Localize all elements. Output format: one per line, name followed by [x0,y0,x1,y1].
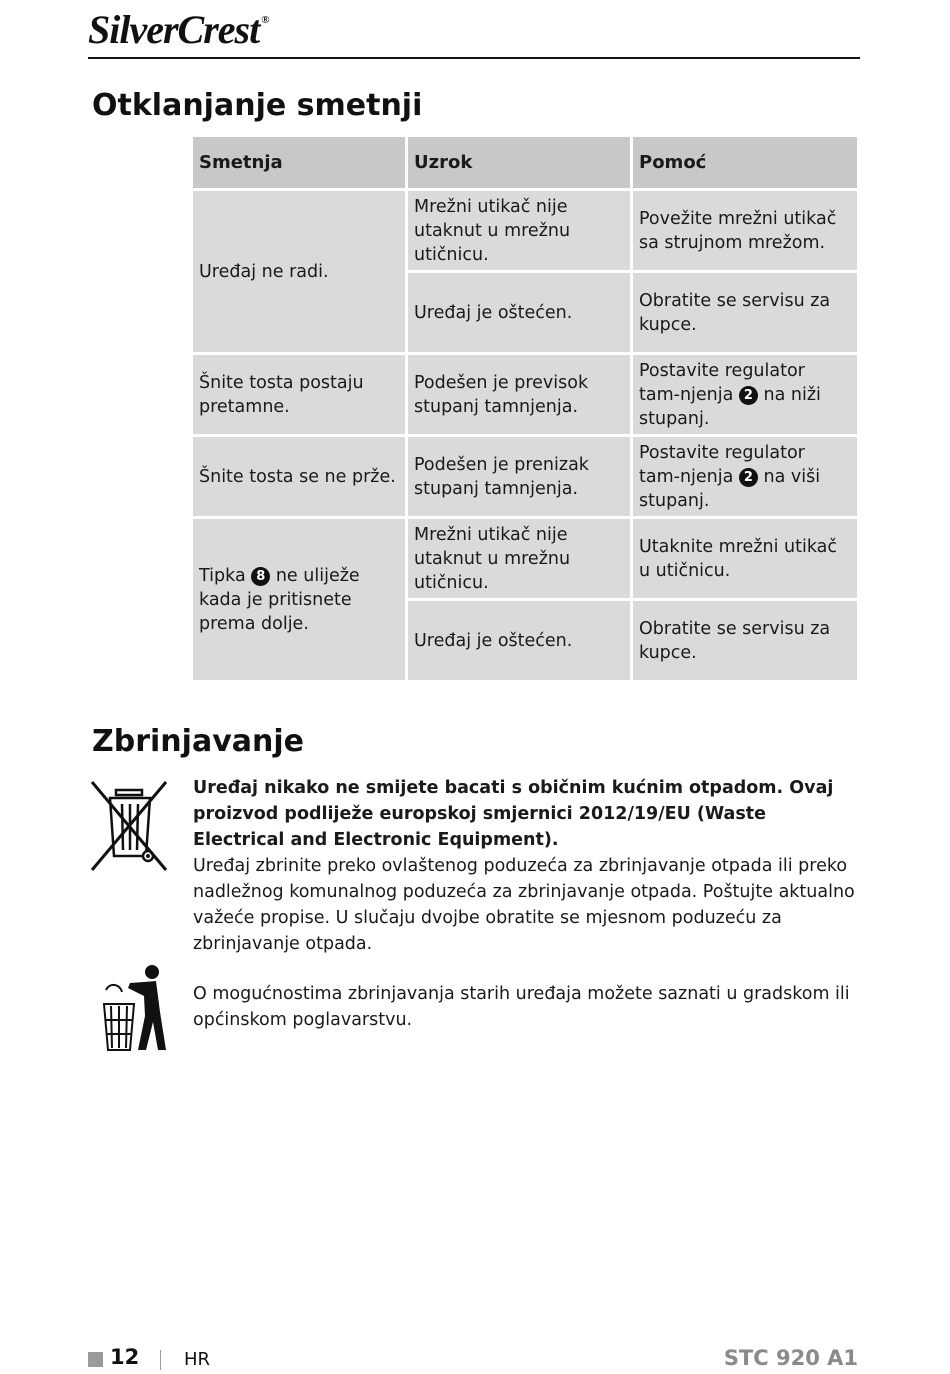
problem-cell: Šnite tosta postaju pretamne. [193,355,405,434]
disposal-title: Zbrinjavanje [92,724,304,759]
page-number: 12 [110,1345,140,1369]
cause-cell: Uređaj je oštećen. [408,273,630,352]
troubleshooting-table [190,134,860,683]
local-authority-note: O mogućnostima zbrinjavanja starih uređaja možete saznati u gradskom ili općinskom poglavarstvu. [193,984,850,1030]
help-cell: Povežite mrežni utikač sa strujnom mrežom. [633,191,857,270]
brand-registered-mark: ® [261,14,269,26]
table-row [193,355,857,434]
header-cause: Uzrok [408,137,630,188]
footer-marker [88,1352,103,1367]
cause-cell: Mrežni utikač nije utaknut u mrežnu utičnicu. [408,519,630,598]
help-cell: Utaknite mrežni utikač u utičnicu. [633,519,857,598]
problem-cell: Šnite tosta se ne prže. [193,437,405,516]
troubleshooting-title: Otklanjanje smetnji [92,88,423,123]
language-code: HR [184,1349,211,1370]
help-cell [633,355,857,434]
disposal-instructions: Uređaj zbrinite preko ovlaštenog poduzeća za zbrinjavanje otpada ili preko nadležnog komunalnog poduzeća za zbrinjavanje otpada. Poštujte aktualno važeće propise. U slučaju dvojbe obratite se mjesnom poduzeću za zbrinjavanje otpada. [193,856,855,954]
table-header-row [193,137,857,188]
table-row [193,191,857,270]
disposal-warning: Uređaj nikako ne smijete bacati s običnim kućnim otpadom. Ovaj proizvod podliježe europskoj smjernici 2012/19/EU (Waste Electrical and Electronic Equipment). [193,778,834,850]
cause-cell: Podešen je previsok stupanj tamnjenja. [408,355,630,434]
help-cell: Obratite se servisu za kupce. [633,273,857,352]
help-text: Postavite regulator tam-njenja [639,442,805,487]
brand-name: SilverCrest [88,7,260,52]
control-number-badge: 2 [739,468,758,487]
problem-text: Tipka [199,565,246,586]
problem-cell [193,519,405,680]
cause-cell: Podešen je prenizak stupanj tamnjenja. [408,437,630,516]
header-help: Pomoć [633,137,857,188]
crossed-out-wheelie-bin-icon [90,778,168,878]
help-text: na viši stupanj. [639,466,821,511]
help-text: Postavite regulator tam-njenja [639,360,805,405]
cause-cell: Uređaj je oštećen. [408,601,630,680]
brand-logo [88,6,268,53]
cause-cell: Mrežni utikač nije utaknut u mrežnu utičnicu. [408,191,630,270]
model-number: STC 920 A1 [723,1346,858,1370]
table-row [193,437,857,516]
tidy-man-litter-icon [100,964,170,1058]
footer-separator [160,1350,161,1370]
help-cell: Obratite se servisu za kupce. [633,601,857,680]
control-number-badge: 2 [739,386,758,405]
control-number-badge: 8 [251,567,270,586]
header-problem: Smetnja [193,137,405,188]
help-text: na niži stupanj. [639,384,821,429]
header-rule [88,57,860,59]
problem-text: ne uliježe kada je pritisnete prema dolje. [199,565,360,634]
table-row [193,519,857,598]
problem-cell: Uređaj ne radi. [193,191,405,352]
help-cell [633,437,857,516]
